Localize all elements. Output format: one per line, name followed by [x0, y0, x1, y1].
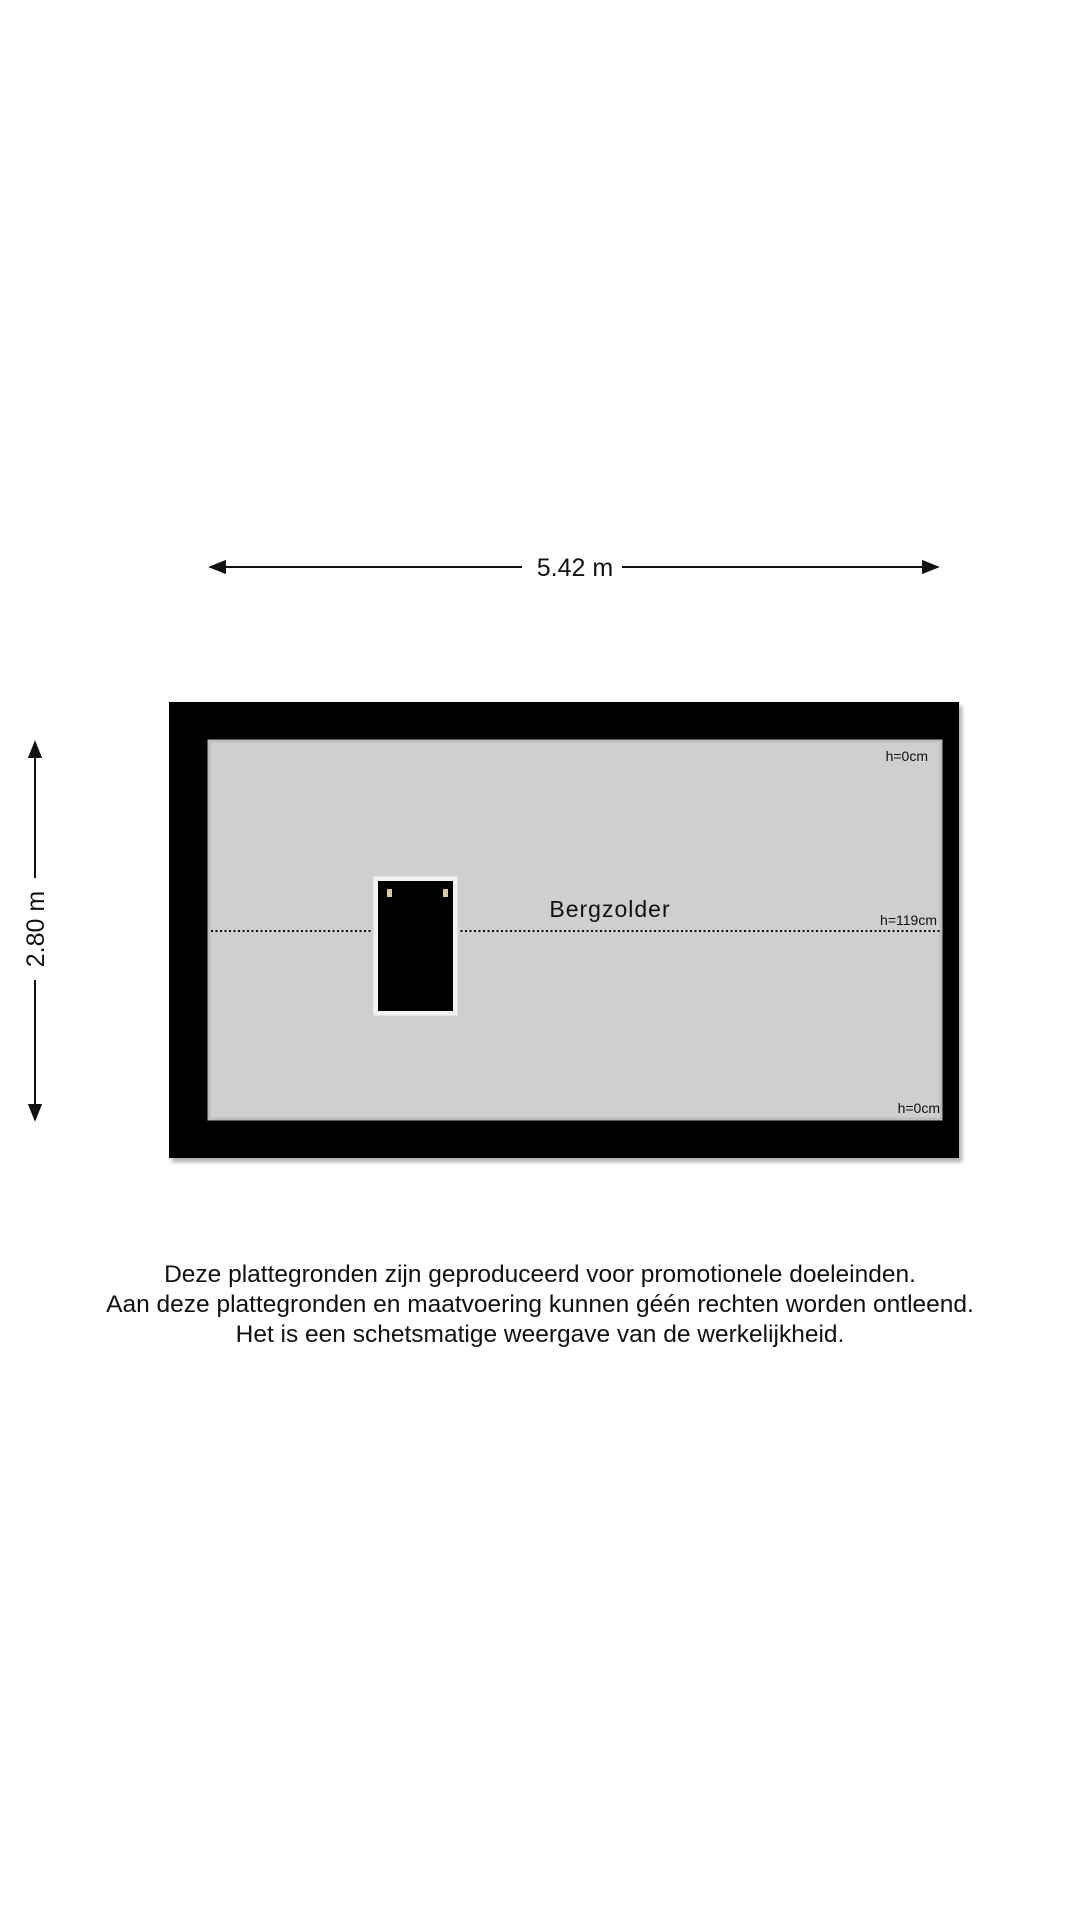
width-dimension [210, 554, 938, 582]
disclaimer-line-3: Het is een schetsmatige weergave van de werkelijkheid. [235, 1321, 845, 1348]
disclaimer [0, 1260, 1080, 1350]
roof-hatch-hinge-left [387, 889, 392, 897]
height-label-middle: h=119cm [880, 912, 937, 928]
height-dimension [22, 742, 50, 1120]
height-label-bottom: h=0cm [897, 1100, 940, 1116]
roof-hatch-hinge-right [443, 889, 448, 897]
height-dimension-label: 2.80 m [22, 890, 50, 968]
height-label-top: h=0cm [885, 748, 928, 764]
roof-hatch [373, 876, 458, 1016]
width-dimension-label: 5.42 m [536, 554, 614, 582]
room-label: Bergzolder [549, 896, 671, 922]
disclaimer-line-1: Deze plattegronden zijn geproduceerd voor promotionele doeleinden. [164, 1261, 916, 1288]
roof-hatch-opening [378, 881, 453, 1011]
disclaimer-line-2: Aan deze plattegronden en maatvoering kunnen géén rechten worden ontleend. [106, 1291, 974, 1318]
